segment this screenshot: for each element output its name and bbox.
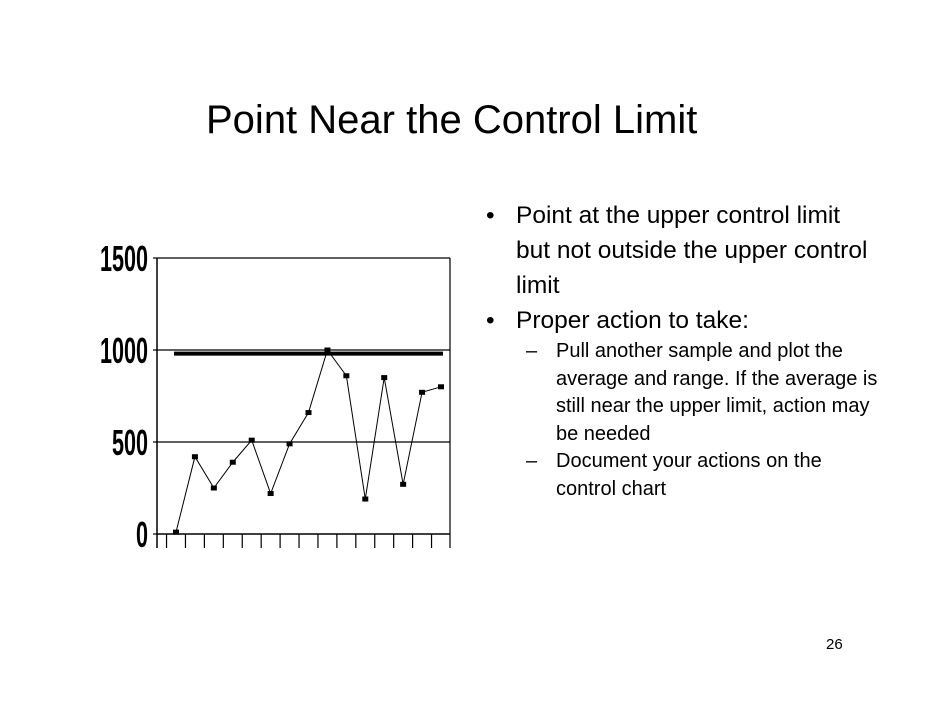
sub-bullet-item — [526, 448, 878, 503]
data-point-marker — [419, 390, 425, 395]
chart-ytick-labels — [100, 239, 157, 555]
data-point-marker — [230, 460, 236, 465]
data-point-marker — [343, 373, 349, 378]
sub-bullet-dash: – — [526, 340, 538, 362]
chart-series — [173, 348, 444, 535]
data-point-marker — [192, 454, 198, 459]
data-point-marker — [362, 497, 368, 502]
data-point-marker — [287, 441, 293, 446]
bullet-list — [478, 198, 878, 503]
y-tick-label: 500 — [111, 423, 148, 464]
sub-bullet-item — [526, 338, 878, 448]
data-point-marker — [324, 348, 330, 353]
page-number: 26 — [826, 636, 843, 653]
bullet-text: Proper action to take: — [516, 307, 749, 334]
y-tick-label: 1000 — [99, 331, 148, 372]
chart-axes — [157, 258, 450, 548]
data-point-marker — [249, 438, 255, 443]
bullet-dot: • — [486, 202, 495, 229]
bullet-text: Point at the upper control limit but not outside the upper control limit — [516, 202, 868, 299]
data-point-marker — [268, 491, 274, 496]
y-tick-label: 0 — [135, 515, 148, 556]
data-point-marker — [400, 482, 406, 487]
bullet-item — [478, 303, 878, 338]
bullet-dot: • — [486, 307, 495, 334]
sub-bullet-list — [478, 338, 878, 503]
data-point-marker — [306, 410, 312, 415]
data-point-marker — [381, 375, 387, 380]
chart-gridlines — [157, 258, 450, 442]
sub-bullet-text: Document your actions on the control chart — [556, 450, 822, 500]
data-point-marker — [211, 486, 217, 491]
y-tick-label: 1500 — [99, 239, 148, 280]
sub-bullet-text: Pull another sample and plot the average and range. If the average is still near the upper limit, action may be needed — [556, 340, 878, 445]
slide-title: Point Near the Control Limit — [206, 98, 698, 142]
data-point-marker — [173, 530, 179, 535]
sub-bullet-dash: – — [526, 450, 538, 472]
bullet-item — [478, 198, 878, 303]
data-point-marker — [438, 384, 444, 389]
series-line — [176, 350, 441, 532]
